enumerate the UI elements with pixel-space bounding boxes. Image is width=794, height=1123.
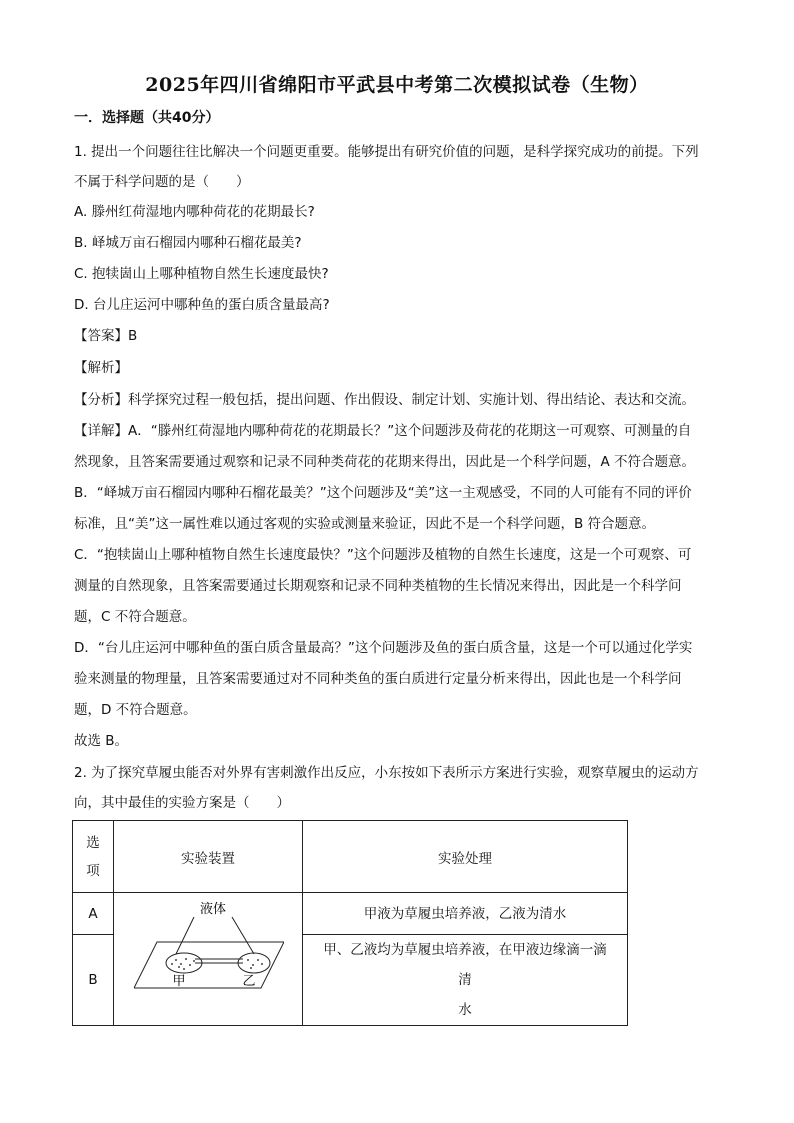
q1-detail-2: 然现象，且答案需要通过观察和记录不同种类荷花的花期来得出，因此是一个科学问题，A 不符合题意。 xyxy=(74,454,696,470)
q1-analysis: 【分析】科学探究过程一般包括，提出问题、作出假设、制定计划、实施计划、得出结论、表达和交流。 xyxy=(74,392,695,408)
q1-stem-line-1: 1. 提出一个问题往往比解决一个问题更重要。能够提出有研究价值的问题，是科学探究成功的前提。下列 xyxy=(74,144,699,160)
row-a-process: 甲液为草履虫培养液，乙液为清水 xyxy=(303,893,628,935)
leader-line-left xyxy=(176,917,194,954)
q1-detail-5: C．“抱犊崮山上哪种植物自然生长速度最快？”这个问题涉及植物的自然生长速度，这是一个可观察、可 xyxy=(74,547,692,563)
q1-stem-line-2: 不属于科学问题的是（ ） xyxy=(74,174,250,190)
q1-detail-10: 题，D 不符合题意。 xyxy=(74,702,197,718)
table-header-row xyxy=(73,821,628,893)
page-title: 2025年四川省绵阳市平武县中考第二次模拟试卷（生物） xyxy=(145,74,649,96)
paramecium-dots-right xyxy=(247,959,263,969)
q1-detail-6: 测量的自然现象，且答案需要通过长期观察和记录不同种类植物的生长情况来得出，因此是一个科学问 xyxy=(74,578,682,594)
header-option-char-1: 选 xyxy=(86,834,100,851)
header-option-char-2: 项 xyxy=(86,862,100,879)
q2-stem-line-2: 向，其中最佳的实验方案是（ ） xyxy=(74,795,290,811)
leader-line-right xyxy=(232,917,254,954)
q1-option-a: A. 滕州红荷湿地内哪种荷花的花期最长? xyxy=(74,204,315,220)
section-heading: 一．选择题（共40分） xyxy=(74,110,220,126)
row-a-option: A xyxy=(73,893,114,935)
q1-detail-4: 标准，且“美”这一属性难以通过客观的实验或测量来验证，因此不是一个科学问题，B 符合题意。 xyxy=(74,516,656,532)
q1-option-c: C. 抱犊崮山上哪种植物自然生长速度最快? xyxy=(74,266,329,282)
q1-detail-9: 验来测量的物理量，且答案需要通过对不同种类鱼的蛋白质进行定量分析来得出，因此也是一个科学问 xyxy=(74,671,682,687)
header-option xyxy=(73,821,114,893)
liquid-label: 液体 xyxy=(199,902,227,917)
left-drop-label: 甲 xyxy=(172,974,186,989)
right-drop-label: 乙 xyxy=(242,974,256,989)
glass-slide-shape xyxy=(134,942,284,988)
experiment-table xyxy=(72,820,628,1026)
q1-detail-8: D．“台儿庄运河中哪种鱼的蛋白质含量最高？”这个问题涉及鱼的蛋白质含量，这是一个可以通过化学实 xyxy=(74,640,693,656)
slide-diagram xyxy=(134,893,284,1013)
q1-option-d: D. 台儿庄运河中哪种鱼的蛋白质含量最高? xyxy=(74,297,330,313)
q1-conclusion: 故选 B。 xyxy=(74,733,129,749)
header-process: 实验处理 xyxy=(303,821,628,893)
paramecium-dots-left xyxy=(171,958,195,970)
q1-detail-7: 题，C 不符合题意。 xyxy=(74,609,196,625)
q1-option-b: B. 峄城万亩石榴园内哪种石榴花最美? xyxy=(74,235,302,251)
row-b-process-line-1: 甲、乙液均为草履虫培养液，在甲液边缘滴一滴清 xyxy=(323,942,607,988)
q2-stem-line-1: 2. 为了探究草履虫能否对外界有害刺激作出反应，小东按如下表所示方案进行实验，观察草履虫的运动方 xyxy=(74,765,699,781)
row-b-option: B xyxy=(73,935,114,1026)
q1-answer: 【答案】B xyxy=(74,328,138,344)
table-row xyxy=(73,893,628,935)
device-diagram-cell xyxy=(114,893,303,1026)
q1-analysis-heading: 【解析】 xyxy=(74,360,128,376)
row-b-process-line-2: 水 xyxy=(458,1002,472,1018)
q1-detail-1: 【详解】A．“滕州红荷湿地内哪种荷花的花期最长？”这个问题涉及荷花的花期这一可观察、可测量的自 xyxy=(74,423,692,439)
row-b-process xyxy=(303,935,628,1026)
q1-detail-3: B．“峄城万亩石榴园内哪种石榴花最美？”这个问题涉及“美”这一主观感受，不同的人可能有不同的评价 xyxy=(74,485,692,501)
header-device: 实验装置 xyxy=(114,821,303,893)
